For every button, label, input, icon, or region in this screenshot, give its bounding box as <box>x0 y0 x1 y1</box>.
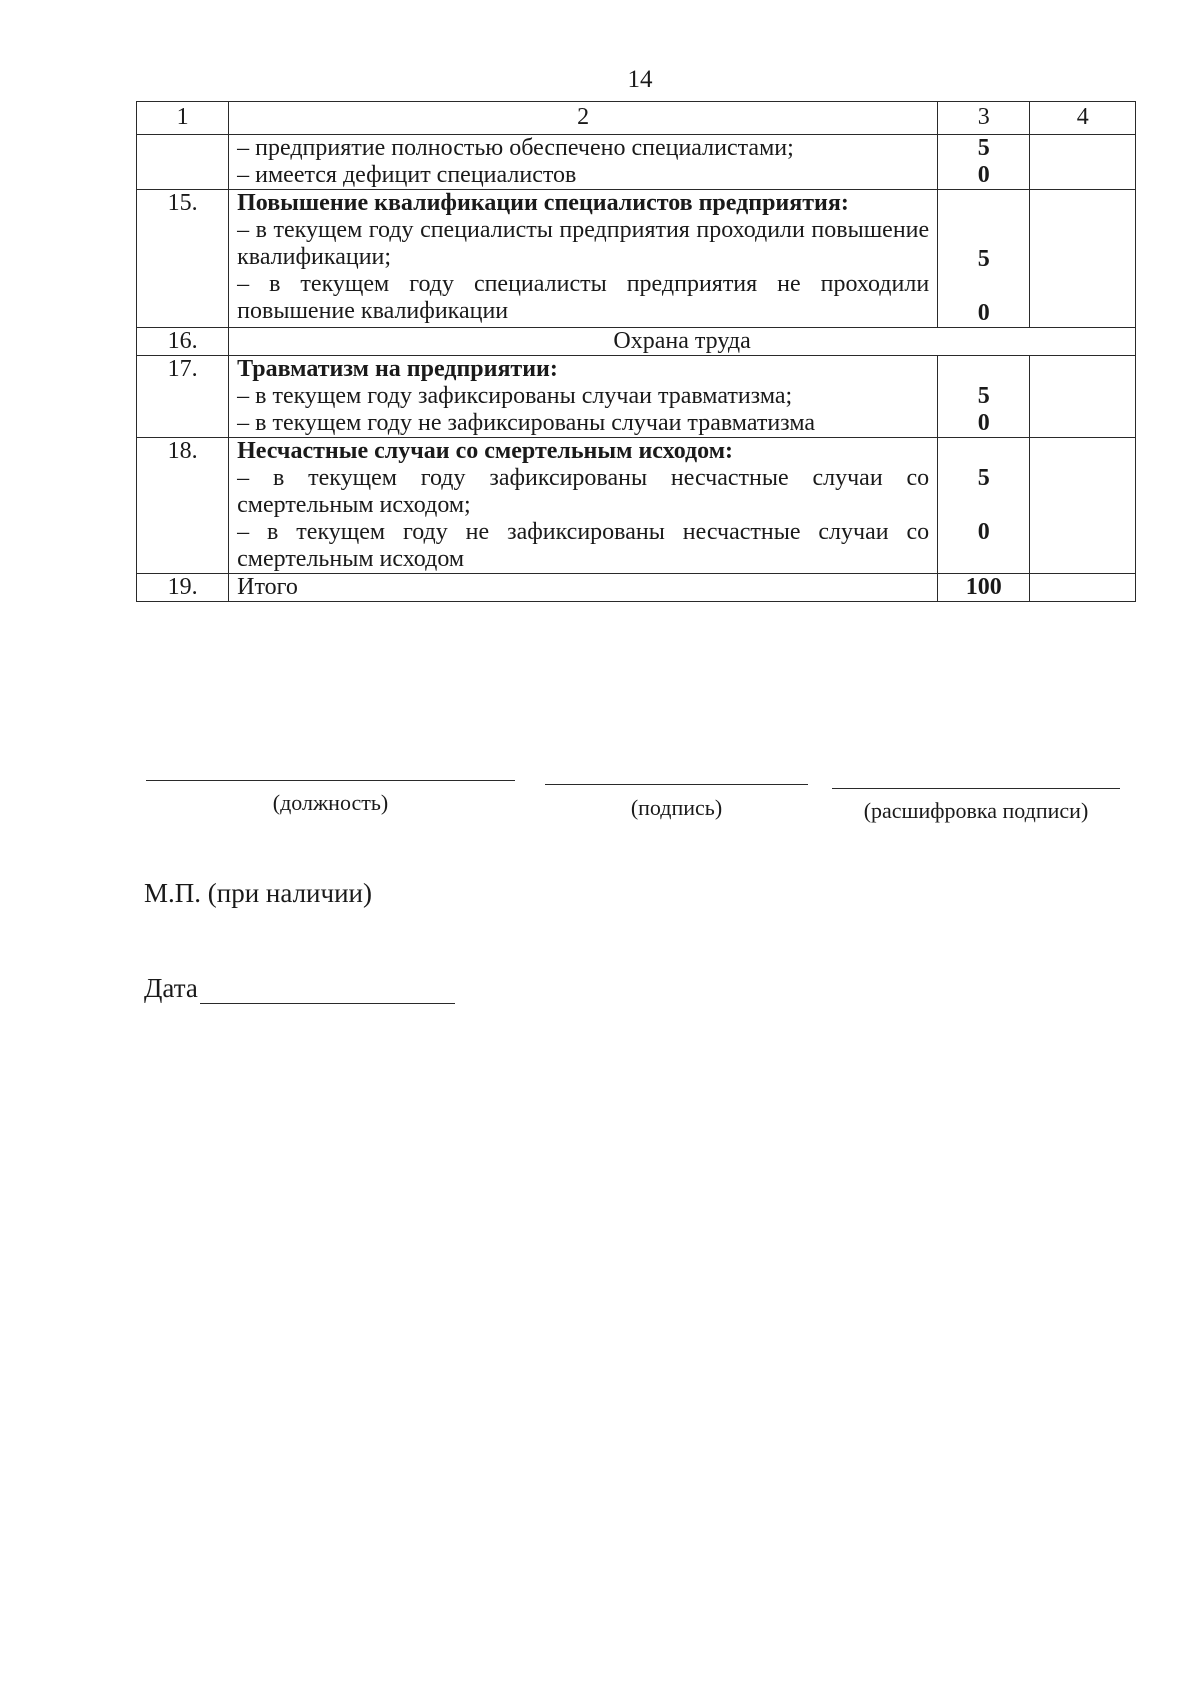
date-label: Дата <box>144 973 198 1003</box>
score-value: 5 <box>977 465 990 491</box>
table-row <box>137 328 1136 356</box>
row-number: 15. <box>137 190 229 328</box>
row-col4 <box>1030 190 1136 328</box>
row-number: 19. <box>137 574 229 602</box>
decoding-line <box>832 788 1120 789</box>
score-value: 5 <box>977 135 990 161</box>
criteria-title: Повышение квалификации специалистов предприятия: <box>237 190 849 216</box>
row-col4 <box>1030 356 1136 438</box>
score-value: 0 <box>977 410 990 436</box>
date-line <box>200 979 455 1004</box>
row-criteria <box>229 135 938 190</box>
table-row <box>137 190 1136 328</box>
row-scores <box>938 190 1030 328</box>
score-value: 5 <box>977 246 990 272</box>
row-criteria <box>229 356 938 438</box>
score-value: 0 <box>977 300 990 326</box>
row-number <box>137 135 229 190</box>
header-col-3: 3 <box>938 102 1030 135</box>
total-label: Итого <box>229 574 938 602</box>
date-field <box>144 973 455 1004</box>
row-criteria <box>229 190 938 328</box>
row-scores <box>938 356 1030 438</box>
row-col4 <box>1030 438 1136 574</box>
header-col-2: 2 <box>229 102 938 135</box>
option-text: – в текущем году специалисты предприятия не проходили повышение квалификации <box>237 271 930 324</box>
criteria-title: Несчастные случаи со смертельным исходом: <box>237 438 734 464</box>
score-value: 5 <box>977 383 990 409</box>
row-scores <box>938 438 1030 574</box>
row-number: 17. <box>137 356 229 438</box>
option-text: – в текущем году не зафиксированы несчастные случаи со смертельным исходом <box>237 519 930 572</box>
signature-caption: (подпись) <box>630 795 723 820</box>
table-row <box>137 574 1136 602</box>
score-value: 0 <box>977 162 990 188</box>
row-col4 <box>1030 135 1136 190</box>
option-text: – в текущем году не зафиксированы случаи травматизма <box>237 410 815 436</box>
decoding-caption: (расшифровка подписи) <box>863 798 1089 823</box>
page-number: 14 <box>627 66 653 93</box>
table-header-row <box>137 102 1136 135</box>
total-score: 100 <box>938 574 1030 602</box>
option-text: – предприятие полностью обеспечено специалистами; <box>237 135 794 161</box>
criteria-title: Травматизм на предприятии: <box>237 356 558 382</box>
option-text: – имеется дефицит специалистов <box>237 162 577 188</box>
row-number: 18. <box>137 438 229 574</box>
header-col-1: 1 <box>137 102 229 135</box>
position-caption: (должность) <box>272 790 389 815</box>
table-row <box>137 356 1136 438</box>
option-text: – в текущем году специалисты предприятия проходили повышение квалификации; <box>237 217 930 270</box>
score-value: 0 <box>977 519 990 545</box>
section-heading: Охрана труда <box>229 328 1136 356</box>
position-line <box>146 780 515 781</box>
table-row <box>137 438 1136 574</box>
row-scores <box>938 135 1030 190</box>
row-number: 16. <box>137 328 229 356</box>
option-text: – в текущем году зафиксированы несчастные случаи со смертельным исходом; <box>237 465 930 518</box>
stamp-label: М.П. (при наличии) <box>144 878 372 908</box>
scoring-table <box>136 101 1136 602</box>
header-col-4: 4 <box>1030 102 1136 135</box>
option-text: – в текущем году зафиксированы случаи травматизма; <box>237 383 793 409</box>
row-col4 <box>1030 574 1136 602</box>
signature-line <box>545 784 808 785</box>
row-criteria <box>229 438 938 574</box>
table-row <box>137 135 1136 190</box>
